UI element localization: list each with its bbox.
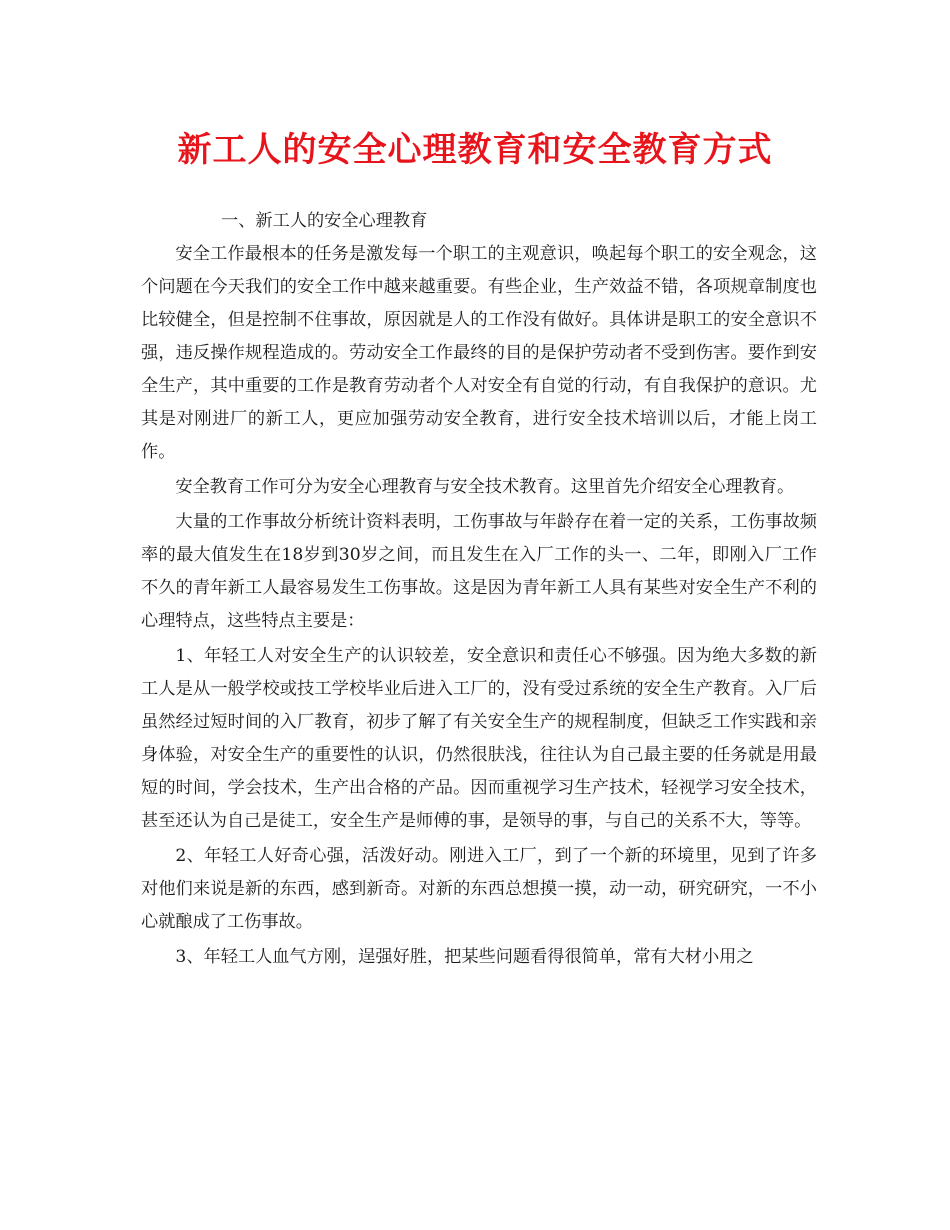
document-title: 新工人的安全心理教育和安全教育方式 [177,130,773,170]
paragraph: 安全教育工作可分为安全心理教育与安全技术教育。这里首先介绍安全心理教育。 [175,477,795,497]
section-heading: 一、新工人的安全心理教育 [221,211,428,231]
paragraph: 3、年轻工人血气方刚，逞强好胜，把某些问题看得很简单，常有大材小用之 [175,947,754,967]
paragraph: 1、年轻工人对安全生产的认识较差，安全意识和责任心不够强。因为绝大多数的新工人是从一般学校或技工学校毕业后进入工厂的，没有受过系统的安全生产教育。入厂后虽然经过短时间的入厂教育，初步了解了有关安全生产的规程制度，但缺乏工作实践和亲身体验，对安全生产的重要性的认识，仍然很肤浅，往往认为自己最主要的任务就是用最短的时间，学会技术，生产出合格的产品。因而重视学习生产技术，轻视学习安全技术，甚至还认为自己是徒工，安全生产是师傅的事，是领导的事，与自己的关系不大，等等。 [141,646,817,831]
paragraph: 安全工作最根本的任务是激发每一个职工的主观意识，唤起每个职工的安全观念，这个问题在今天我们的安全工作中越来越重要。有些企业，生产效益不错，各项规章制度也比较健全，但是控制不住事故，原因就是人的工作没有做好。具体讲是职工的安全意识不强，违反操作规程造成的。劳动安全工作最终的目的是保护劳动者不受到伤害。要作到安全生产，其中重要的工作是教育劳动者个人对安全有自觉的行动，有自我保护的意识。尤其是对刚进厂的新工人，更应加强劳动安全教育，进行安全技术培训以后，才能上岗工作。 [141,244,817,462]
paragraph: 2、年轻工人好奇心强，活泼好动。刚进入工厂，到了一个新的环境里，见到了许多对他们来说是新的东西，感到新奇。对新的东西总想摸一摸，动一动，研究研究，一不小心就酿成了工伤事故。 [141,846,817,932]
document-body [141,205,817,974]
paragraph: 大量的工作事故分析统计资料表明，工伤事故与年龄存在着一定的关系，工伤事故频率的最大值发生在18岁到30岁之间，而且发生在入厂工作的头一、二年，即刚入厂工作不久的青年新工人最容易发生工伤事故。这是因为青年新工人具有某些对安全生产不利的心理特点，这些特点主要是： [141,512,817,631]
